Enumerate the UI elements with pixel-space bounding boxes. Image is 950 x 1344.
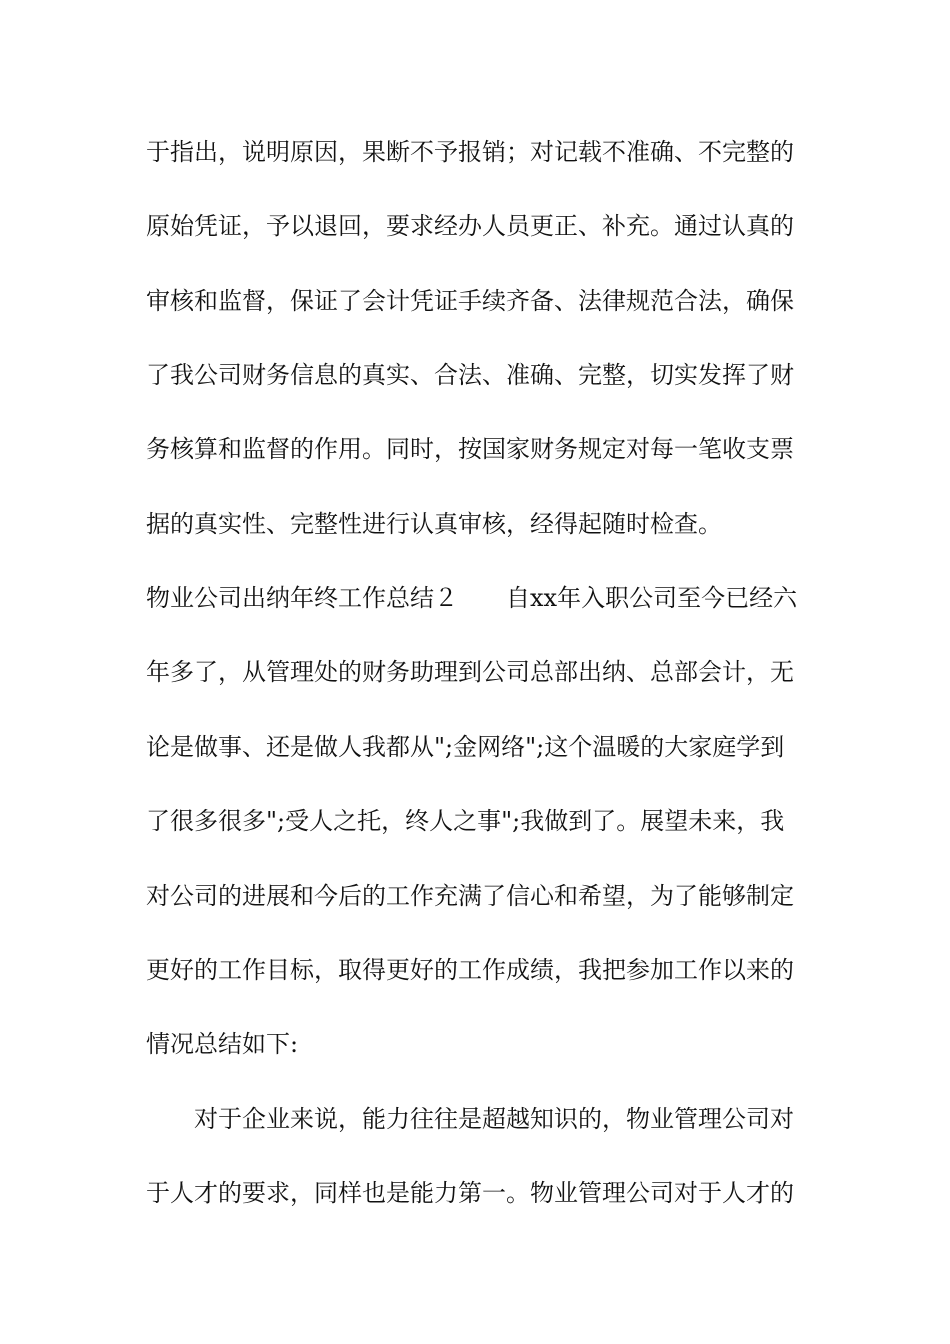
text-line: 年多了，从管理处的财务助理到公司总部出纳、总部会计，无 [146, 658, 794, 686]
text-line: 了我公司财务信息的真实、合法、准确、完整，切实发挥了财 [146, 361, 794, 389]
text-line: 审核和监督，保证了会计凭证手续齐备、法律规范合法，确保 [146, 287, 794, 315]
text-line: 于人才的要求，同样也是能力第一。物业管理公司对于人才的 [146, 1179, 794, 1207]
text-line: 更好的工作目标，取得更好的工作成绩，我把参加工作以来的 [146, 956, 794, 984]
text-line: 于指出，说明原因，果断不予报销；对记载不准确、不完整的 [146, 138, 794, 166]
text-line: 论是做事、还是做人我都从";金网络";这个温暖的大家庭学到 [146, 733, 785, 761]
text-line: 务核算和监督的作用。同时，按国家财务规定对每一笔收支票 [146, 435, 794, 463]
paragraph-first-line: 对于企业来说，能力往往是超越知识的，物业管理公司对 [194, 1105, 794, 1133]
section-heading-line: 物业公司出纳年终工作总结２ 自xx年入职公司至今已经六 [146, 584, 798, 612]
text-line: 对公司的进展和今后的工作充满了信心和希望，为了能够制定 [146, 882, 794, 910]
text-line: 据的真实性、完整性进行认真审核，经得起随时检查。 [146, 510, 722, 538]
text-line: 原始凭证，予以退回，要求经办人员更正、补充。通过认真的 [146, 212, 794, 240]
text-line: 情况总结如下: [146, 1030, 299, 1058]
text-line: 了很多很多";受人之托，终人之事";我做到了。展望未来，我 [146, 807, 785, 835]
